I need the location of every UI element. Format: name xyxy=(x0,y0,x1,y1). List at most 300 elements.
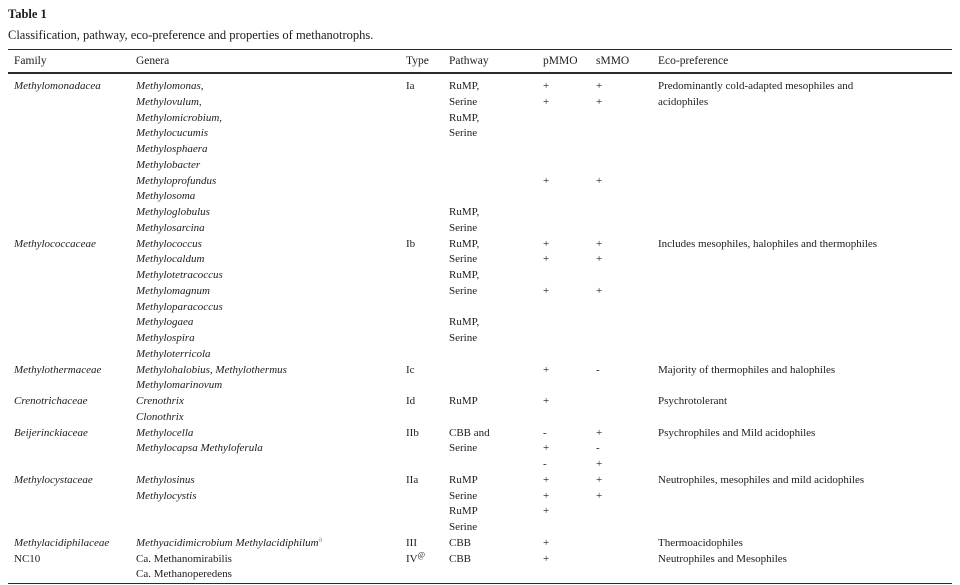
family-name: Methylocystaceae xyxy=(14,473,93,486)
family-cell xyxy=(8,347,136,363)
table-row xyxy=(8,567,952,584)
smmo-cell xyxy=(596,536,658,552)
genera-cell xyxy=(136,95,406,111)
genera-cell xyxy=(136,441,406,457)
pathway-cell: RuMP, xyxy=(449,80,480,92)
genus-name: Methylosphaera xyxy=(136,143,208,155)
genus-name: Methyloglobulus xyxy=(136,206,210,218)
family-cell xyxy=(8,300,136,316)
eco-preference-cell: Thermoacidophiles xyxy=(658,536,743,549)
family-cell xyxy=(8,221,136,237)
eco-preference-cell xyxy=(658,489,952,505)
family-name: Crenotrichaceae xyxy=(14,395,88,407)
pmmo-cell xyxy=(543,567,596,584)
type-cell xyxy=(406,426,449,442)
type-cell xyxy=(406,410,449,426)
eco-preference-cell xyxy=(658,315,952,331)
family-cell xyxy=(8,111,136,127)
genera-cell xyxy=(136,315,406,331)
eco-preference-cell xyxy=(658,284,952,300)
column-header-smmo: sMMO xyxy=(596,50,658,74)
genera-cell xyxy=(136,473,406,489)
pathway-cell: CBB and xyxy=(449,426,490,439)
genera-cell xyxy=(136,347,406,363)
column-header-eco-preference: Eco-preference xyxy=(658,50,952,74)
table-row xyxy=(8,158,952,174)
column-header-pmmo: pMMO xyxy=(543,50,596,74)
pathway-cell: RuMP, xyxy=(449,269,480,281)
table-row xyxy=(8,174,952,190)
table-row xyxy=(8,473,952,489)
column-header-type: Type xyxy=(406,50,449,74)
type-cell xyxy=(406,378,449,394)
genus-name: Methylobacter xyxy=(136,158,201,171)
type-cell xyxy=(406,142,449,158)
pmmo-cell: + xyxy=(543,253,550,266)
genera-cell xyxy=(136,457,406,473)
family-cell xyxy=(8,394,136,410)
table-row xyxy=(8,536,952,552)
smmo-cell: + xyxy=(596,489,603,502)
eco-preference-cell xyxy=(658,142,952,158)
pathway-cell: Serine xyxy=(449,521,478,533)
pmmo-cell: + xyxy=(543,363,550,376)
genera-cell xyxy=(136,410,406,426)
smmo-cell xyxy=(596,394,658,410)
smmo-cell xyxy=(596,347,658,363)
table-row xyxy=(8,237,952,253)
pmmo-cell xyxy=(543,300,596,316)
eco-preference-cell xyxy=(658,205,952,221)
family-cell xyxy=(8,473,136,489)
genera-cell xyxy=(136,237,406,253)
genera-cell xyxy=(136,142,406,158)
genera-cell xyxy=(136,536,406,552)
genus-name: Clonothrix xyxy=(136,410,184,423)
genus-name: Methyloprofundus xyxy=(136,174,217,187)
family-cell xyxy=(8,284,136,300)
pmmo-cell: + xyxy=(543,536,550,549)
genera-cell xyxy=(136,552,406,568)
table-body xyxy=(8,73,952,585)
eco-preference-cell xyxy=(658,126,952,142)
type-cell xyxy=(406,567,449,584)
footnote-marker-link[interactable]: a xyxy=(318,535,323,544)
pathway-cell xyxy=(449,300,543,316)
smmo-cell: - xyxy=(596,363,600,376)
family-cell xyxy=(8,536,136,552)
type-cell xyxy=(406,158,449,174)
type-cell xyxy=(406,457,449,473)
type-cell xyxy=(406,441,449,457)
pathway-cell xyxy=(449,158,543,174)
table-caption: Classification, pathway, eco-preference and properties of methanotrophs. xyxy=(8,28,374,42)
type-cell xyxy=(406,205,449,221)
eco-preference-cell xyxy=(658,221,952,237)
pmmo-cell xyxy=(543,111,596,127)
table-header-row xyxy=(8,50,952,74)
genus-name: Methylomicrobium, xyxy=(136,111,223,124)
smmo-cell xyxy=(596,158,658,174)
pmmo-cell xyxy=(543,347,596,363)
genus-name: Methylosoma xyxy=(136,190,196,203)
table-row xyxy=(8,347,952,363)
family-name: Methylomonadacea xyxy=(14,80,101,92)
table-row xyxy=(8,410,952,426)
type-cell xyxy=(406,252,449,268)
type-cell xyxy=(406,111,449,127)
pmmo-cell: + xyxy=(543,442,550,455)
eco-preference-cell xyxy=(658,441,952,457)
genera-cell xyxy=(136,394,406,410)
pathway-cell: Serine xyxy=(449,489,478,502)
pmmo-cell: + xyxy=(543,552,550,565)
smmo-cell: + xyxy=(596,237,603,250)
pathway-cell xyxy=(449,363,543,379)
type-value: III xyxy=(406,536,417,549)
smmo-cell: + xyxy=(596,426,603,439)
smmo-cell xyxy=(596,378,658,394)
family-cell xyxy=(8,95,136,111)
pmmo-cell xyxy=(543,410,596,426)
table-row xyxy=(8,489,952,505)
pathway-cell: CBB xyxy=(449,552,472,565)
smmo-cell: + xyxy=(596,95,603,108)
table-row xyxy=(8,504,952,520)
genera-cell xyxy=(136,73,406,95)
genera-cell xyxy=(136,111,406,127)
eco-preference-cell: acidophiles xyxy=(658,95,709,108)
type-cell xyxy=(406,126,449,142)
type-cell xyxy=(406,473,449,489)
genus-name: Ca. Methanoperedens xyxy=(136,568,232,581)
eco-preference-cell xyxy=(658,347,952,363)
smmo-cell: + xyxy=(596,253,603,266)
table-row xyxy=(8,378,952,394)
genus-name: Methylocapsa Methyloferula xyxy=(136,442,263,455)
eco-preference-cell xyxy=(658,457,952,473)
genus-name: Methylomagnum xyxy=(136,284,210,297)
genus-name: Methylospira xyxy=(136,332,195,344)
pmmo-cell xyxy=(543,221,596,237)
table-row xyxy=(8,189,952,205)
type-value: Id xyxy=(406,395,416,407)
family-cell xyxy=(8,504,136,520)
family-cell xyxy=(8,268,136,284)
family-cell xyxy=(8,520,136,536)
genera-cell xyxy=(136,221,406,237)
column-header-genera: Genera xyxy=(136,50,406,74)
table-row xyxy=(8,111,952,127)
genera-cell xyxy=(136,205,406,221)
table-row xyxy=(8,221,952,237)
pathway-cell: Serine xyxy=(449,95,478,108)
table-row xyxy=(8,315,952,331)
type-cell xyxy=(406,489,449,505)
pathway-cell xyxy=(449,189,543,205)
eco-preference-cell xyxy=(658,300,952,316)
table-title: Table 1 xyxy=(8,7,47,21)
pathway-cell xyxy=(449,567,543,584)
eco-preference-cell xyxy=(658,520,952,536)
pmmo-cell xyxy=(543,378,596,394)
pmmo-cell: - xyxy=(543,426,547,439)
eco-preference-cell xyxy=(658,189,952,205)
table-row xyxy=(8,126,952,142)
genus-name: Methyloterricola xyxy=(136,347,211,360)
table-row xyxy=(8,552,952,568)
pathway-cell: Serine xyxy=(449,284,478,297)
eco-preference-cell: Neutrophiles, mesophiles and mild acidophiles xyxy=(658,473,865,486)
type-cell xyxy=(406,221,449,237)
genera-cell xyxy=(136,520,406,536)
family-name: Methylococcaceae xyxy=(14,237,96,250)
smmo-cell xyxy=(596,111,658,127)
genera-cell xyxy=(136,300,406,316)
smmo-cell xyxy=(596,331,658,347)
pmmo-cell xyxy=(543,331,596,347)
type-cell xyxy=(406,331,449,347)
genus-name: Methylotetracoccus xyxy=(136,269,223,281)
pmmo-cell: + xyxy=(543,95,550,108)
type-cell xyxy=(406,536,449,552)
type-cell xyxy=(406,520,449,536)
type-cell xyxy=(406,268,449,284)
eco-preference-cell xyxy=(658,378,952,394)
smmo-cell xyxy=(596,142,658,158)
family-cell xyxy=(8,237,136,253)
pathway-cell xyxy=(449,378,543,394)
table-row xyxy=(8,205,952,221)
pathway-cell: RuMP, xyxy=(449,316,480,329)
type-value: IIb xyxy=(406,426,419,439)
family-name: Beijerinckiaceae xyxy=(14,426,88,439)
table-row xyxy=(8,73,952,95)
column-header-family: Family xyxy=(8,50,136,74)
family-cell xyxy=(8,489,136,505)
genera-cell xyxy=(136,284,406,300)
type-cell xyxy=(406,347,449,363)
smmo-cell xyxy=(596,520,658,536)
type-value: IIa xyxy=(406,473,419,486)
family-cell xyxy=(8,189,136,205)
genus-name: Ca. Methanomirabilis xyxy=(136,552,232,565)
type-value: IV xyxy=(406,552,418,565)
pmmo-cell xyxy=(543,315,596,331)
eco-preference-cell: Psychrotolerant xyxy=(658,395,728,407)
genus-name: Methylomarinovum xyxy=(136,379,223,392)
genera-cell xyxy=(136,567,406,584)
eco-preference-cell xyxy=(658,174,952,190)
eco-preference-cell xyxy=(658,567,952,584)
smmo-cell xyxy=(596,221,658,237)
pmmo-cell: + xyxy=(543,505,550,518)
genera-cell xyxy=(136,252,406,268)
genus-name: Methylocaldum xyxy=(136,253,205,266)
pathway-cell: Serine xyxy=(449,442,478,455)
pmmo-cell: + xyxy=(543,80,550,92)
genera-cell xyxy=(136,331,406,347)
family-cell xyxy=(8,205,136,221)
type-cell xyxy=(406,394,449,410)
table-row xyxy=(8,142,952,158)
genus-name: Methylomonas, xyxy=(136,80,204,92)
smmo-cell: + xyxy=(596,473,603,486)
pathway-cell: RuMP xyxy=(449,395,478,407)
pathway-cell: Serine xyxy=(449,332,478,344)
table-row xyxy=(8,394,952,410)
type-cell xyxy=(406,189,449,205)
smmo-cell xyxy=(596,315,658,331)
pmmo-cell: + xyxy=(543,395,550,407)
table-row xyxy=(8,457,952,473)
genus-name: Methylosinus xyxy=(136,473,195,486)
pmmo-cell xyxy=(543,205,596,221)
pmmo-cell: + xyxy=(543,489,550,502)
genera-cell xyxy=(136,126,406,142)
genus-name: Methylosarcina xyxy=(136,221,205,234)
genera-cell xyxy=(136,268,406,284)
pmmo-cell: + xyxy=(543,284,550,297)
genera-cell xyxy=(136,158,406,174)
genera-cell xyxy=(136,174,406,190)
smmo-cell xyxy=(596,552,658,568)
type-cell xyxy=(406,73,449,95)
pmmo-cell: + xyxy=(543,473,550,486)
type-cell xyxy=(406,174,449,190)
smmo-cell xyxy=(596,126,658,142)
table-row xyxy=(8,268,952,284)
pathway-cell: CBB xyxy=(449,536,472,549)
pathway-cell: Serine xyxy=(449,253,478,266)
pmmo-cell: + xyxy=(543,174,550,187)
eco-preference-cell xyxy=(658,158,952,174)
type-value: Ic xyxy=(406,363,415,376)
family-cell xyxy=(8,457,136,473)
eco-preference-cell: Neutrophiles and Mesophiles xyxy=(658,552,787,565)
smmo-cell: + xyxy=(596,284,603,297)
pathway-cell xyxy=(449,410,543,426)
family-cell xyxy=(8,315,136,331)
pmmo-cell xyxy=(543,520,596,536)
table-row xyxy=(8,426,952,442)
pathway-cell xyxy=(449,347,543,363)
type-cell xyxy=(406,300,449,316)
pmmo-cell: + xyxy=(543,237,550,250)
type-cell xyxy=(406,363,449,379)
type-superscript: @ xyxy=(417,551,425,559)
eco-preference-cell: Includes mesophiles, halophiles and thermophiles xyxy=(658,237,878,250)
genera-cell xyxy=(136,189,406,205)
family-cell xyxy=(8,378,136,394)
pathway-cell xyxy=(449,174,543,190)
family-cell xyxy=(8,567,136,584)
pathway-cell xyxy=(449,457,543,473)
genus-name: Methyloparacoccus xyxy=(136,300,223,313)
eco-preference-cell xyxy=(658,252,952,268)
eco-preference-cell xyxy=(658,331,952,347)
pmmo-cell xyxy=(543,268,596,284)
pathway-cell: RuMP, xyxy=(449,111,480,124)
pmmo-cell xyxy=(543,158,596,174)
table-row xyxy=(8,331,952,347)
genera-cell xyxy=(136,363,406,379)
smmo-cell: + xyxy=(596,458,603,470)
family-name: Methylothermaceae xyxy=(14,363,102,376)
pmmo-cell: - xyxy=(543,458,547,470)
pathway-cell: RuMP, xyxy=(449,237,480,250)
family-cell xyxy=(8,126,136,142)
smmo-cell: + xyxy=(596,80,603,92)
family-cell xyxy=(8,552,136,568)
family-cell xyxy=(8,441,136,457)
table-row xyxy=(8,441,952,457)
type-cell xyxy=(406,315,449,331)
pmmo-cell xyxy=(543,189,596,205)
pmmo-cell xyxy=(543,126,596,142)
pathway-cell: RuMP xyxy=(449,505,478,518)
genera-cell xyxy=(136,426,406,442)
type-cell xyxy=(406,237,449,253)
type-cell xyxy=(406,552,449,568)
genus-name: Methylocucumis xyxy=(136,127,209,140)
type-cell xyxy=(406,95,449,111)
family-cell xyxy=(8,331,136,347)
genera-cell xyxy=(136,489,406,505)
family-cell xyxy=(8,410,136,426)
smmo-cell: + xyxy=(596,174,603,187)
eco-preference-cell: Psychrophiles and Mild acidophiles xyxy=(658,426,816,439)
column-header-pathway: Pathway xyxy=(449,50,543,74)
smmo-cell xyxy=(596,567,658,584)
genus-name: Methylohalobius, Methylothermus xyxy=(136,363,287,376)
pathway-cell: RuMP, xyxy=(449,206,480,218)
family-name: NC10 xyxy=(14,552,41,565)
pathway-cell xyxy=(449,142,543,158)
eco-preference-cell xyxy=(658,111,952,127)
methanotrophs-table xyxy=(8,49,952,585)
eco-preference-cell xyxy=(658,410,952,426)
genus-name: Methylococcus xyxy=(136,237,202,250)
pathway-cell: Serine xyxy=(449,127,478,140)
table-row xyxy=(8,363,952,379)
genus-name: Methylovulum, xyxy=(136,95,202,108)
family-cell xyxy=(8,73,136,95)
genus-name: Crenothrix xyxy=(136,395,184,407)
family-cell xyxy=(8,252,136,268)
genus-name: Methyacidimicrobium Methylacidiphilum xyxy=(136,536,319,549)
smmo-cell xyxy=(596,205,658,221)
family-cell xyxy=(8,426,136,442)
eco-preference-cell xyxy=(658,504,952,520)
table-row xyxy=(8,284,952,300)
pathway-cell: RuMP xyxy=(449,473,478,486)
genus-name: Methylogaea xyxy=(136,316,194,329)
family-cell xyxy=(8,158,136,174)
pmmo-cell xyxy=(543,142,596,158)
smmo-cell xyxy=(596,268,658,284)
eco-preference-cell: Predominantly cold-adapted mesophiles and xyxy=(658,80,854,92)
genera-cell xyxy=(136,504,406,520)
smmo-cell xyxy=(596,189,658,205)
smmo-cell xyxy=(596,504,658,520)
family-name: Methylacidiphilaceae xyxy=(14,536,110,549)
family-cell xyxy=(8,363,136,379)
genera-cell xyxy=(136,378,406,394)
genus-name: Methylocella xyxy=(136,426,194,439)
type-value: Ib xyxy=(406,237,416,250)
type-value: Ia xyxy=(406,80,415,92)
